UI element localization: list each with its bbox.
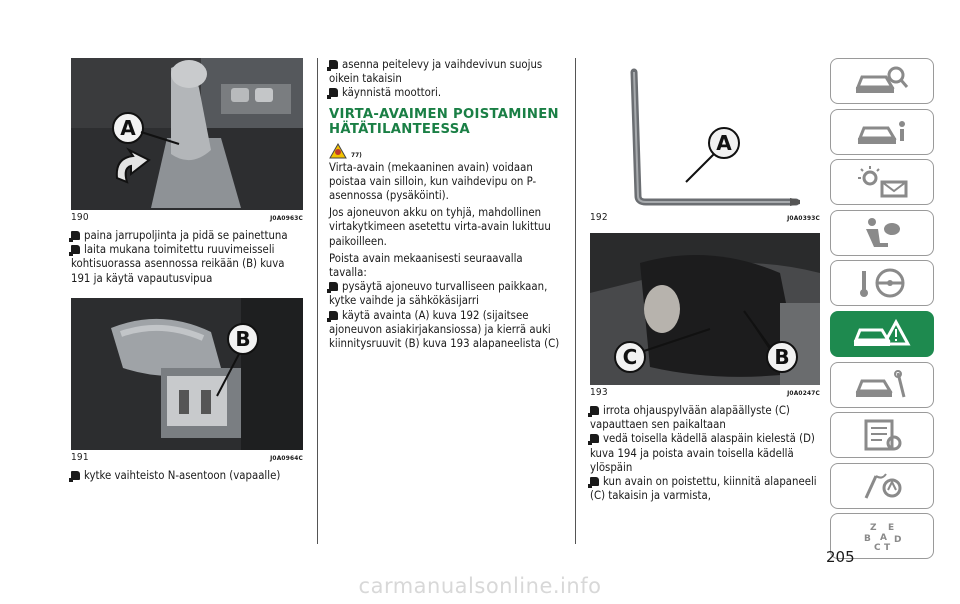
column-3 [590,58,820,503]
warning-triangle-icon [329,143,347,159]
list-item: käytä avainta (A) kuva 192 (sijaitsee ajoneuvon asiakirjakansiossa) ja kierrä auki kiinnitysruuvit (B) kuva 193 alapaneelista (C) [329,308,560,351]
figure-number: 190 [71,212,89,223]
column-1 [71,58,303,483]
page-number: 205 [826,548,855,566]
bullet-icon [71,471,80,480]
figure-193-label-c: C [622,345,638,369]
svg-text:E: E [888,523,895,534]
paragraph: Poista avain mekaanisesti seuraavalla tavalla: [329,251,523,280]
figure-number: 192 [590,212,608,223]
multimedia-icon [852,468,912,504]
list-item: kytke vaihteisto N-asentoon (vapaalle) [71,469,303,483]
warning-reference [329,139,561,159]
figure-code: J0A0964C [270,453,303,462]
list-item: käynnistä moottori. [329,86,561,100]
car-search-icon [852,63,912,99]
bullet-icon [329,282,338,291]
figure-190-caption [71,212,303,223]
section-heading: VIRTA-AVAIMEN POISTAMINEN HÄTÄTILANTEESSA [329,106,559,137]
bullet-icon [71,231,80,240]
svg-text:B: B [864,534,871,545]
paragraph: Virta-avain (mekaaninen avain) voidaan poistaa vain silloin, kun vaihdevipu on P-asennossa (pysäköinti). [329,160,537,203]
emergency-key-illustration [590,58,820,210]
bullet-icon [329,311,338,320]
list-item: pysäytä ajoneuvo turvalliseen paikkaan, kytke vaihde ja sähkökäsijarri [329,280,548,308]
gear-lever-photo [71,58,303,210]
technical-data-icon [852,417,912,453]
figure-code: J0A0963C [270,214,303,222]
list-item: asenna peitelevy ja vaihdevivun suojus oikein takaisin [329,58,543,86]
tab-safety[interactable] [830,210,934,256]
column-divider [575,58,576,544]
figure-192-label: A [716,131,732,155]
figure-number: 193 [590,387,608,398]
steering-column-photo [590,233,820,385]
steering-wheel-key-icon [852,265,912,301]
list-item: vedä toisella kädellä alaspäin kielestä (D) kuva 194 ja poista avain toisella kädellä ylöspäin [590,432,815,474]
list-item: paina jarrupoljinta ja pidä se painettuna [71,229,303,243]
svg-text:A: A [880,533,887,544]
chapter-tabs [830,58,934,564]
list-item: laita mukana toimitettu ruuvimeisseli kohtisuorassa asennossa reikään (B) kuva 191 ja käytä vapautusvipua [71,243,285,285]
figure-193-caption [590,387,820,398]
figure-code: J0A0247C [787,389,820,397]
tab-service[interactable] [830,362,934,408]
car-emergency-icon [852,316,912,352]
bullet-icon [329,88,338,97]
paragraph: Jos ajoneuvon akku on tyhjä, mahdollinen virtakytkimeen asetettu virta-avain lukittuu paikoilleen. [329,206,551,248]
figure-190-label: A [120,116,136,140]
figure-193-photo [590,233,820,385]
figure-192-caption [590,212,820,223]
car-info-icon [852,114,912,150]
svg-text:Z: Z [870,523,877,534]
list-item: irrota ohjauspylvään alapäällyste (C) vapauttaen sen paikaltaan [590,404,790,432]
warning-number: 77) [351,150,362,159]
tab-warning-lights[interactable] [830,159,934,205]
tab-technical-data[interactable] [830,412,934,458]
column-2 [329,58,561,351]
figure-190-photo [71,58,303,210]
figure-192-photo [590,58,820,210]
bullet-icon [329,60,338,69]
warning-lights-message-icon [852,164,912,200]
tab-starting[interactable] [830,260,934,306]
bullet-icon [590,434,599,443]
car-service-icon [852,367,912,403]
watermark: carmanualsonline.info [358,574,602,598]
gear-boot-photo [71,298,303,450]
figure-code: J0A0393C [787,214,820,222]
figure-number: 191 [71,451,89,463]
svg-text:D: D [894,535,902,546]
figure-191-label: B [235,326,251,351]
alphabetical-index-icon [852,518,912,554]
bullet-icon [71,245,80,254]
list-item: kun avain on poistettu, kiinnitä alapaneeli (C) takaisin ja varmista, [590,475,817,503]
bullet-icon [590,406,599,415]
tab-car-info[interactable] [830,109,934,155]
figure-191-caption [71,452,303,463]
tab-multimedia[interactable] [830,463,934,509]
tab-emergency[interactable] [830,311,934,357]
column-divider [317,58,318,544]
svg-text:C: C [874,543,881,554]
tab-car-search[interactable] [830,58,934,104]
bullet-icon [590,477,599,486]
svg-text:T: T [884,543,891,554]
figure-193-label-b: B [774,345,790,369]
figure-191-photo [71,298,303,450]
safety-seat-airbag-icon [852,215,912,251]
